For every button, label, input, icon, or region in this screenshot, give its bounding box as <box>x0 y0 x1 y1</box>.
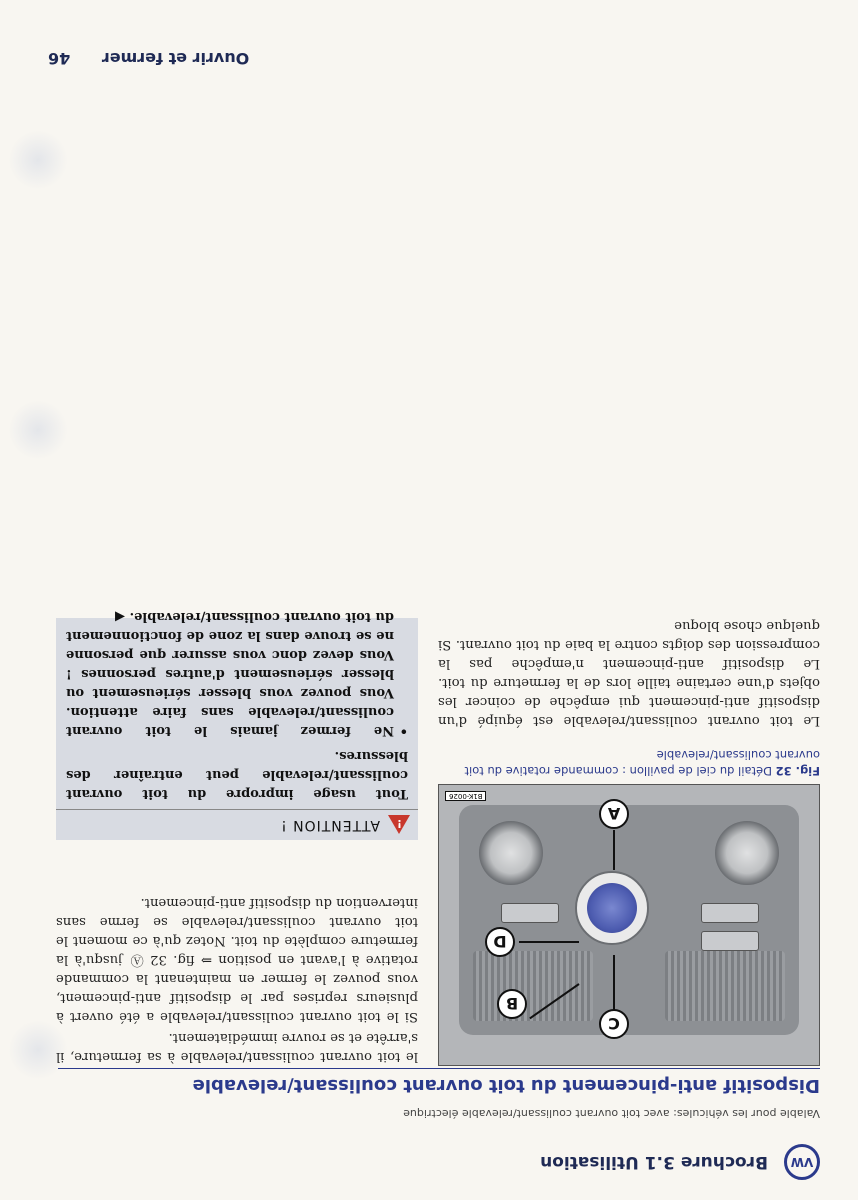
page-number: 46 <box>48 49 71 68</box>
warning-triangle-icon: ! <box>388 816 410 835</box>
warning-body <box>56 601 418 809</box>
figure-caption-text: Détail du ciel de pavillon : commande rotative du toit ouvrant coulissant/relevable <box>464 748 820 778</box>
page-footer <box>48 49 568 68</box>
figure-caption <box>438 747 820 778</box>
chapter-title: Ouvrir et fermer <box>101 49 250 68</box>
reading-lamp-left <box>715 821 779 885</box>
scan-shadow <box>8 130 68 190</box>
callout-d: D <box>485 927 515 957</box>
vent-left <box>665 951 785 1021</box>
figure-roof-control <box>438 784 820 1066</box>
callout-c: C <box>599 1009 629 1039</box>
brochure-title: Brochure 3.1 Utilisation <box>540 1152 768 1172</box>
control-switch <box>501 903 559 923</box>
control-switch <box>701 931 759 951</box>
body-paragraph: Si le toit ouvrant coulissant/relevable a été ouvert à plusieurs reprises par le dispositif anti-pincement, vous pouvez le fermer en maintenant la commande rotative à l'avant en position ⇒ fig. 32 Ⓐ jusqu'à la fermeture complète du toit. Notez qu'à ce moment le toit ouvrant coulissant/relevable se ferme sans intervention du dispositif anti-pincement. <box>56 895 418 1024</box>
vw-logo-icon: VW <box>784 1144 820 1180</box>
section-title: Dispositif anti-pincement du toit ouvrant coulissant/relevable <box>58 1068 820 1096</box>
body-paragraph: Le toit ouvrant coulissant/relevable est équipé d'un dispositif anti-pincement qui empêche de coincer les objets d'une certaine taille lors de la fermeture du toit. Le dispositif anti-pincement n'empêche pas la compression des doigts contre la baie du toit ouvrant. Si quelque chose bloque <box>438 618 820 728</box>
validity-note: Valable pour les véhicules: avec toit ouvrant coulissant/relevable électrique <box>403 1107 820 1120</box>
warning-title: ATTENTION ! <box>280 817 380 833</box>
figure-code: B1K-0026 <box>445 791 486 801</box>
leader-line <box>613 830 615 870</box>
rotary-knob <box>575 871 649 945</box>
reading-lamp-right <box>479 821 543 885</box>
warning-header <box>56 809 418 840</box>
page-header <box>30 1142 820 1182</box>
warning-bullet: • Ne fermez jamais le toit ouvrant coulissant/relevable sans faire attention. Vous pouvez vous blesser sérieusement ou blesser sérieusement d'autres personnes ! Vous devez donc vous assurer que personne ne se trouve dans la zone de fonctionnement du toit ouvrant coulissant/relevable. ◀ <box>66 607 408 740</box>
warning-line: Tout usage impropre du toit ouvrant coulissant/relevable peut entraîner des blessures. <box>66 748 408 801</box>
control-switch <box>701 903 759 923</box>
body-paragraph: le toit ouvrant coulissant/relevable à sa fermeture, il s'arrête et se rouvre immédiatement. <box>56 1030 418 1064</box>
callout-a: A <box>599 799 629 829</box>
callout-b: B <box>497 989 527 1019</box>
leader-line <box>519 941 579 943</box>
scan-shadow <box>8 400 68 460</box>
warning-box <box>56 609 418 840</box>
figure-number: Fig. 32 <box>775 764 820 778</box>
